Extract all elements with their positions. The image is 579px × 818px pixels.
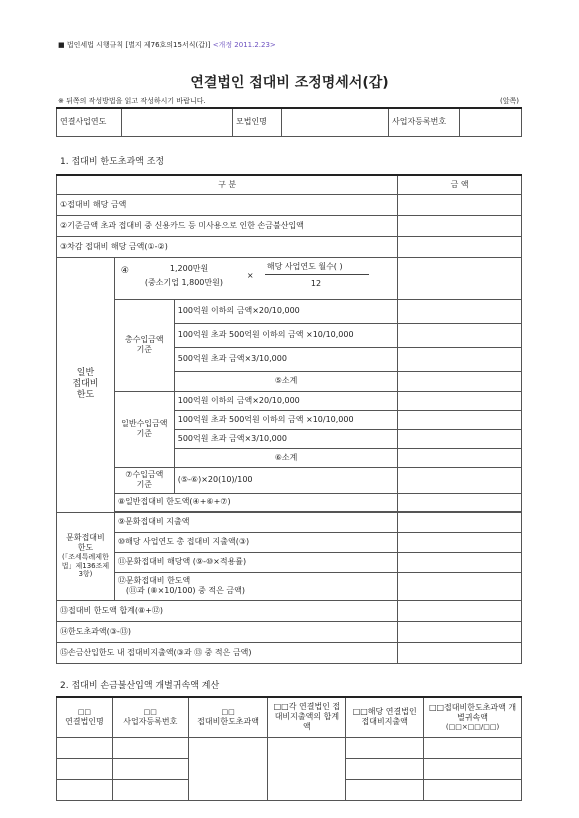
gen-tier1: 100억원 이하의 금액×20/10,000: [174, 391, 398, 410]
row1-amount[interactable]: [398, 194, 522, 215]
row3-label: ③차감 접대비 해당 금액(①-②): [57, 236, 398, 257]
year-field[interactable]: [122, 108, 233, 136]
gen-tier3-amount[interactable]: [398, 429, 522, 448]
row4-small: (중소기업 1,800만원): [144, 277, 223, 287]
row9-label: ⑨문화접대비 지출액: [114, 512, 397, 532]
r2-bizno[interactable]: [112, 758, 188, 779]
r1-allocated[interactable]: [424, 737, 522, 758]
culture-limit-cell: [57, 512, 115, 600]
row7-formula: (⑤-⑥)×20(10)/100: [174, 467, 398, 493]
total-tier1-amount[interactable]: [398, 299, 522, 323]
row7-label: ⑦수입금액 기준: [114, 467, 174, 493]
r3-spend[interactable]: [346, 779, 424, 800]
total-tier3-amount[interactable]: [398, 347, 522, 371]
h-company: [57, 697, 113, 737]
general-revenue-label: 일반수입금액 기준: [114, 391, 174, 467]
total-spend-cell[interactable]: [268, 737, 346, 800]
row13-label: ⑬접대비 한도액 합계(⑧+⑫): [57, 600, 398, 621]
h-company-spend: □□해당 연결법인 접대비지출액: [346, 697, 424, 737]
h-allocated-label: □□접대비한도초과액 개별귀속액: [428, 702, 517, 722]
r2-allocated[interactable]: [424, 758, 522, 779]
subtotal6-amount[interactable]: [398, 448, 522, 467]
h-total-spend: □□각 연결법인 접대비지출액의 합계액: [268, 697, 346, 737]
col-amount: 금 액: [398, 175, 522, 194]
r3-allocated[interactable]: [424, 779, 522, 800]
row4-amount[interactable]: [398, 257, 522, 299]
row2-amount[interactable]: [398, 215, 522, 236]
row8-label: ⑧일반접대비 한도액(④+⑥+⑦): [114, 493, 397, 511]
row15-amount[interactable]: [398, 642, 522, 663]
limit-table: [56, 174, 522, 664]
row14-label: ⑭한도초과액(③-⑬): [57, 621, 398, 642]
h-bizno-label: 사업자등록번호: [123, 716, 178, 726]
row14-amount[interactable]: [398, 621, 522, 642]
row10-label: ⑩해당 사업연도 총 접대비 지출액(③): [114, 532, 397, 552]
general-limit-label: 일반 접대비 한도: [57, 257, 115, 512]
row4-times: ×: [246, 270, 254, 280]
allocation-table: [56, 696, 522, 801]
parent-label: 모법인명: [233, 108, 282, 136]
subtotal5-amount[interactable]: [398, 371, 522, 391]
r1-company[interactable]: [57, 737, 113, 758]
row7-amount[interactable]: [398, 467, 522, 493]
gen-tier3: 500억원 초과 금액×3/10,000: [174, 429, 398, 448]
row11-label: ⑪문화접대비 해당액 (⑨-⑩×적용률): [114, 552, 397, 572]
regulation-line: [58, 40, 276, 50]
col-gubun: 구 분: [57, 175, 398, 194]
row12-rule: (⑪과 (⑧×10/100) 중 적은 금액): [125, 586, 245, 595]
excess-amount-cell[interactable]: [188, 737, 268, 800]
row13-amount[interactable]: [398, 600, 522, 621]
parent-field[interactable]: [282, 108, 389, 136]
subtotal5: ⑤소계: [174, 371, 398, 391]
info-table: [56, 107, 522, 137]
h-excess: [188, 697, 268, 737]
row4-denom: 12: [310, 278, 322, 288]
h-company-label: 연결법인명: [65, 716, 104, 726]
row4-formula: [114, 257, 397, 299]
subtotal6: ⑥소계: [174, 448, 398, 467]
r3-company[interactable]: [57, 779, 113, 800]
row4-numer: 해당 사업연도 월수( ): [266, 261, 343, 271]
bizno-label: 사업자등록번호: [389, 108, 460, 136]
culture-ref: (「조세특례제한법」제136조제3항): [61, 552, 110, 579]
section1-title: 1. 접대비 한도초과액 조정: [60, 157, 165, 167]
page-side-label: (앞쪽): [500, 97, 519, 105]
row1-label: ①접대비 해당 금액: [57, 194, 398, 215]
bizno-field[interactable]: [460, 108, 522, 136]
row2-label: ②기준금액 초과 접대비 중 신용카드 등 미사용으로 인한 손금불산입액: [57, 215, 398, 236]
r2-spend[interactable]: [346, 758, 424, 779]
row9-amount[interactable]: [398, 512, 522, 532]
h-bizno: [112, 697, 188, 737]
total-tier2-amount[interactable]: [398, 323, 522, 347]
total-tier2: 100억원 초과 500억원 이하의 금액 ×10/10,000: [174, 323, 398, 347]
row12-label: [114, 572, 397, 600]
total-revenue-label: 총수입금액 기준: [114, 299, 174, 391]
r1-spend[interactable]: [346, 737, 424, 758]
r2-company[interactable]: [57, 758, 113, 779]
gen-tier1-amount[interactable]: [398, 391, 522, 410]
h-allocated: [424, 697, 522, 737]
revision-text: <개정 2011.2.23>: [212, 41, 276, 49]
gen-tier2-amount[interactable]: [398, 410, 522, 429]
r1-bizno[interactable]: [112, 737, 188, 758]
instruction-note: ※ 뒤쪽의 작성방법을 읽고 작성하시기 바랍니다.: [58, 97, 206, 105]
row4-num: ④: [120, 265, 129, 276]
section2-title: 2. 접대비 손금불산입액 개별귀속액 계산: [60, 681, 220, 691]
regulation-text: ■ 법인세법 시행규칙 [별지 제76호의15서식(갑)]: [58, 41, 211, 49]
row11-amount[interactable]: [398, 552, 522, 572]
fraction-line: [265, 274, 369, 275]
gen-tier2: 100억원 초과 500억원 이하의 금액 ×10/10,000: [174, 410, 398, 429]
row10-amount[interactable]: [398, 532, 522, 552]
row15-label: ⑮손금산입한도 내 접대비지출액(③과 ⑬ 중 적은 금액): [57, 642, 398, 663]
total-tier1: 100억원 이하의 금액×20/10,000: [174, 299, 398, 323]
total-tier3: 500억원 초과 금액×3/10,000: [174, 347, 398, 371]
year-label: 연결사업연도: [57, 108, 122, 136]
h-company-mark: □□: [77, 707, 92, 716]
r3-bizno[interactable]: [112, 779, 188, 800]
h-bizno-mark: □□: [143, 707, 157, 716]
h-excess-label: 접대비한도초과액: [197, 716, 259, 726]
page-title: 연결법인 접대비 조정명세서(갑): [190, 75, 389, 91]
row12-amount[interactable]: [398, 572, 522, 600]
culture-limit-label: 문화접대비 한도: [66, 532, 105, 552]
row12-title: ⑫문화접대비 한도액: [117, 576, 191, 585]
row8-amount[interactable]: [398, 493, 522, 511]
h-allocated-formula: (□□×□□/□□): [445, 722, 500, 731]
h-excess-mark: □□: [221, 707, 235, 716]
row3-amount[interactable]: [398, 236, 522, 257]
row4-base: 1,200만원: [169, 263, 209, 273]
